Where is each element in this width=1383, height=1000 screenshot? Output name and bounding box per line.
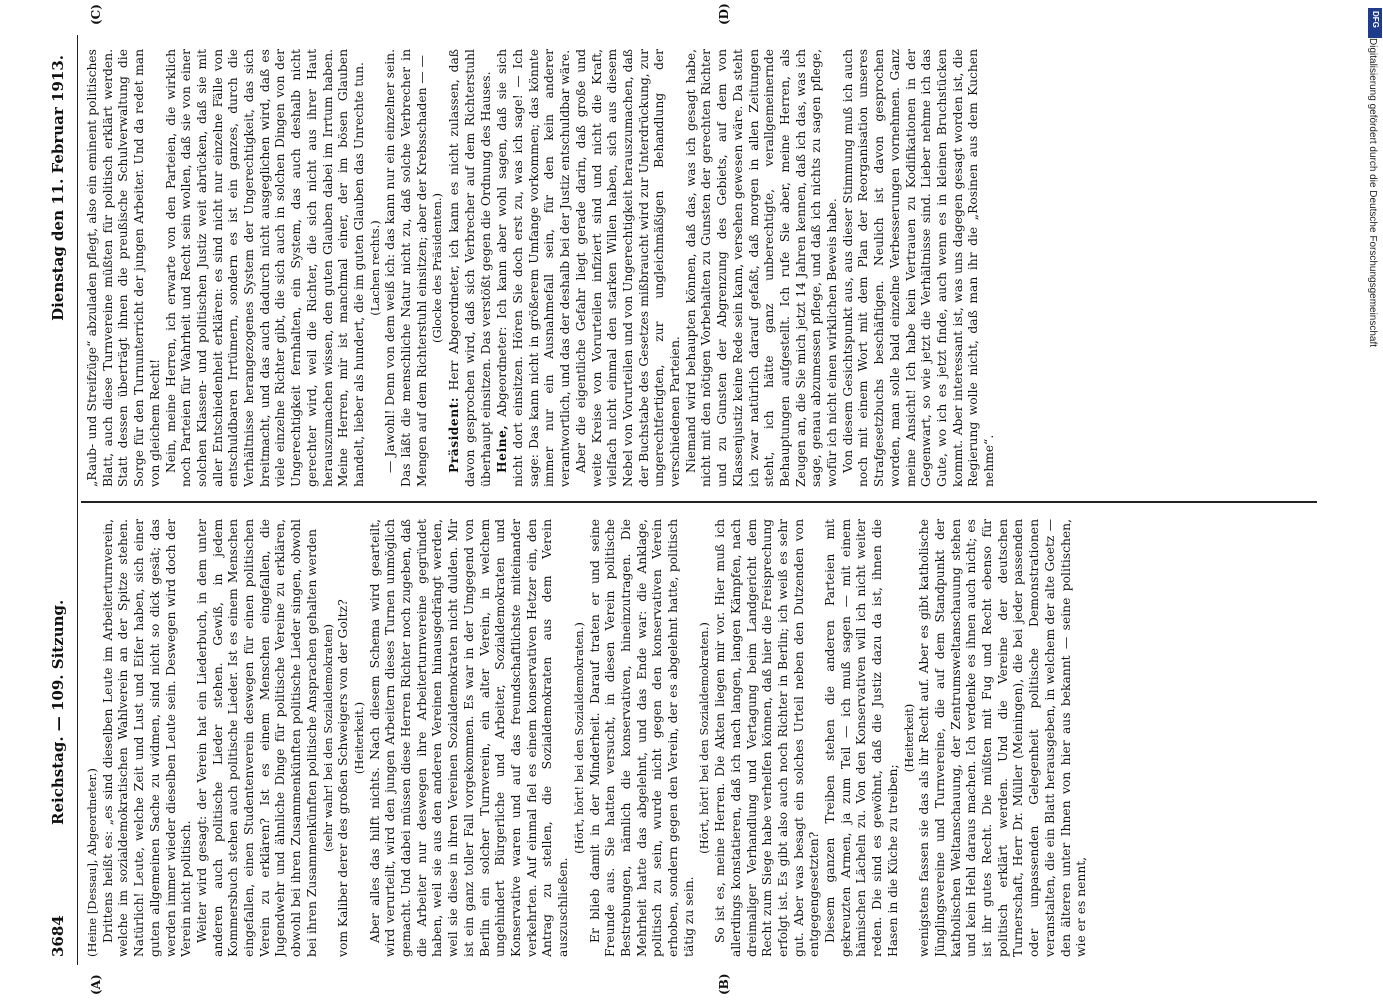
digitization-credit (1367, 38, 1383, 520)
paragraph: Niemand wird behaupten können, daß das, was ich gesagt habe, nicht mit den nötigen Vorbehalten zu Gunsten der gerechten Richter und zu Gunsten der Abgrenzung des Gebiets, auf dem von Klassenjustiz keine Rede sein kann, versehen gewesen wäre. Da steht ich zwar natürlich darauf gefaßt, daß morgen in allen Zeitungen steht, ich hätte ganz unberechtigte, verallgemeinernde Behauptungen aufgestellt. Ich rufe Sie aber, meine Herren, als Zeugen an, die Sie mich jetzt 14 Jahren kennen, daß ich das, was ich sage, genau abzumessen pflege, und daß ich nichts zu sagen pflege, wofür ich nicht einen wirklichen Beweis habe. (683, 49, 840, 487)
paragraph: Aber die eigentliche Gefahr liegt gerade darin, daß große und weite Kreise von Vorurteilen infiziert sind und nicht die Kraft, vielfach nicht einmal den starken Willen haben, sich aus diesem Nebel von Vorurteilen und von Ungerechtigkeit herauszumachen, daß der Buchstabe des Gesetzes mißbraucht wird zur Unterdrückung, zur ungerechtfertigten, zur ungleichmäßigen Behandlung der verschiedenen Parteien. (573, 49, 683, 487)
paragraph: So ist es, meine Herren. Die Akten liegen mir vor. Hier muß ich allerdings konstatieren, daß ich nach langen, langen Kämpfen, nach dreimaliger Verhandlung und Vertagung beim Landgericht dem Recht zum Siege habe verhelfen können, daß hier die Freisprechung erfolgt ist. Es gibt also auch noch Richter in Berlin; ich weiß es sehr gut. Aber was besagt ein solches Urteil neben den Dutzenden von entgegengesetzten? (713, 519, 822, 957)
header-right-title: Dienstag den 11. Februar 1913. (49, 55, 67, 321)
column-divider (81, 502, 1317, 504)
header-left-title: Reichstag. — 109. Sitzung. (49, 599, 67, 825)
paragraph: Weiter wird gesagt: der Verein hat ein Liederbuch, in dem unter anderen auch politische Lieder stehen. Gewiß, in jedem Kommersbuch stehen auch politische Lieder. Ist es einem Menschen eingefallen, einen Studentenverein deswegen für einen politischen Verein zu erklären? Ist es einem Menschen eingefallen, die Jugendwehr und ähnliche Dinge für politische Vereine zu erklären, obwohl bei ihren Zusammenkünften politische Lieder singen, obwohl bei ihren Zusammenkünften politische Ansprachen gehalten werden (194, 519, 319, 957)
interjection: (Hört, hört! bei den Sozialdemokraten.) (571, 622, 586, 854)
speech-text: Abgeordneter: Ich kann aber wohl sagen, daß sie sich nicht dort einsitzen. Hören Sie doch erst zu, was ich sage! — Ich sage: Das kann nicht in größerem Umfange vorkommen; das könnte immer nur ein Ausnahmefall sein, für den kein anderer verantwortlich, und das der deshalb bei der Justiz entschuldbar wäre. (495, 49, 573, 487)
interjection: (Heiterkeit.) (351, 701, 366, 775)
speaker-name: Heine, (494, 424, 510, 473)
paragraph: Von diesem Gesichtspunkt aus, aus dieser Stimmung muß ich auch noch mit einem Wort mit dem Plan der Reorganisation unseres Strafgesetzbuchs beschäftigen. Neulich ist davon gesprochen worden, man solle bald einzelne Verbesserungen vornehmen. Ganz meine Ansicht! Ich habe kein Vertrauen zu Kodifikationen in der Gegenwart, so wie jetzt die Verhältnisse sind. Lieber nehme ich das Gute, wo ich es jetzt finde, auch wenn es in kleinen Bruchstücken kommt. Aber interessant ist, was uns dagegen gesagt worden ist, die Regierung wolle nicht, daß man ihr die „Rosinen aus dem Kuchen nehme“. (840, 49, 997, 487)
speaker-paragraph (446, 49, 494, 487)
page-header (37, 35, 78, 965)
paragraph: Er blieb damit in der Minderheit. Darauf traten er und seine Freunde aus. Sie hatten versucht, in diesen Verein politische Bestrebungen, nämlich die konservativen, hineinzutragen. Die Mehrheit hatte das abgelehnt, und das Ende war: die Anklage, politisch zu sein, wurde nicht gegen den konservativen Verein erhoben, sondern gegen den Verein, der es abgelehnt hatte, politisch tätig zu sein. (587, 519, 696, 957)
paragraph: wenigstens fassen sie das als ihr Recht auf. Aber es gibt katholische Jünglingsvereine und Turnvereine, die auf dem Standpunkt der katholischen Weltanschauung, der Zentrumsweltanschauung stehen und kein Hehl daraus machen. Ich verdenke es ihnen auch nicht; es ist ihr gutes Recht. Die müßten mit Fug und Recht ebenso für politisch erklärt werden. Und die Vereine der deutschen Turnerschaft, Herr Dr. Müller (Meiningen), die bei jeder passenden oder unpassenden Gelegenheit politische Demonstrationen veranstalten, die ein Blatt herausgeben, in welchem der alte Goetz — den älteren unter Ihnen von hier aus bekannt — seine politischen, wie er es nennt, (917, 519, 1089, 957)
margin-marker-d: (D) (717, 3, 731, 25)
text-column-left (85, 519, 1315, 957)
interjection: (sehr wahr! bei den Sozialdemokraten) (320, 623, 335, 853)
paragraph: vom Kaliber derer des großen Schweigers von der Goltz? (336, 599, 351, 957)
paragraph: — Jawohl! Denn von dem weiß ich: das kann nur ein einzelner sein. Das läßt die menschliche Natur nicht zu, daß solche Verbrecher in Mengen auf dem Richterstuhl einsitzen; aber der Krebsschaden — — (383, 49, 429, 487)
speaker-paragraph (494, 49, 574, 487)
digitization-credit-text: Digitalisierung gefördert durch die Deutsche Forschungsgemeinschaft (1367, 38, 1378, 348)
dfg-logo (1368, 8, 1382, 38)
speech-text: Herr Abgeordneter, ich kann es nicht zulassen, daß davon gesprochen wird, daß sich Verbrecher auf dem Richterstuhl überhaupt einsitzen. Das verstößt gegen die Ordnung des Hauses. (447, 49, 493, 487)
paragraph: Aber alles das hilft nichts. Nach diesem Schema wird gearteilt, wird verurteilt, wird den jungen Arbeitern dieses Turnen unmöglich gemacht. Und dabei müssen diese Herren Richter noch zugeben, daß die Arbeiter nur deswegen ihre Arbeiterturnvereine gegründet haben, weil sie aus den anderen Vereinen hinausgedrängt werden, weil sie diese in ihren Vereinen Sozialdemokraten nicht dulden. Mir ist ein ganz toller Fall vorgekommen. Es war in der Umgegend von Berlin ein solcher Turnverein, ein alter Verein, in welchem ungehindert Bürgerliche und Arbeiter, Sozialdemokraten und Konservative waren und auf das freundschaftlichste miteinander verkehrten. Auf einmal fiel es einem konservativen Hetzer ein, den Antrag zu stellen, die Sozialdemokraten aus dem Verein auszuschließen. (367, 519, 571, 957)
paragraph: Drittens heißt es: „es sind dieselben Leute im Arbeiterturnverein, welche im sozialdemokratischen Wahlverein an der Spitze stehen. Natürlich! Leute, welche Zeit und Lust und Eifer haben, sich einer guten allgemeinen Sache zu widmen, sind nicht so dick gesät; das werden immer wieder dieselben Leute sein. Deswegen wird doch der Verein nicht politisch. (100, 519, 194, 957)
page-number: 3684 (49, 915, 67, 957)
interjection: (Heiterkeit) (901, 703, 916, 773)
margin-marker-a: (A) (89, 974, 103, 995)
speaker-continuation: (Heine [Dessau], Abgeordneter.) (85, 768, 99, 957)
interjection: (Glocke des Präsidenten.) (430, 192, 445, 344)
paragraph: Diesem ganzen Treiben stehen die anderen Parteien mit gekreuzten Armen, ja zum Teil — ich muß sagen — mit einem hämischen Lächeln zu. Von den Konservativen will ich nicht weiter reden. Die sind es gewöhnt, daß die Justiz dazu da ist, ihnen die Hasen in die Küche zu treiben; (823, 519, 900, 957)
margin-marker-b: (B) (717, 973, 731, 995)
speaker-name: Präsident: (446, 397, 462, 473)
paragraph: „Raub- und Streifzüge“ abzuladen pflegt, also ein eminent politisches Blatt, auch diese Turnvereine müßten für politisch erklärt werden. Statt dessen überträgt ihnen die preußische Schulverwaltung die Sorge für den Turnunterricht der jungen Arbeiter. Und da redet man von gleichem Recht! (85, 49, 162, 487)
paragraph: Nein, meine Herren, ich erwarte von den Parteien, die wirklich noch Parteien für Wahrheit und Recht sein wollen, daß sie von einer solchen Klassen- und politischen Justiz weit abrücken, daß sie mit aller Entschiedenheit erklären: es sind nicht nur einzelne Fälle von entschuldbaren Irrtümern, sondern es ist ein ganzes, durch die Verhältnisse herangezogenes System der Ungerechtigkeit, das sich breitmacht, und das auch dadurch nicht ausgeglichen wird, daß es viele einzelne Richter gibt, die sich auch in solchen Dingen von der Ungerechtigkeit fernhalten, ein System, das auch deshalb nicht gerechter wird, weil die Richter, die sich nicht aus ihrer Haut herauszumachen wissen, den guten Glauben dabei im Irrtum haben. Meine Herren, mir ist manchmal einer, der im bösen Glauben handelt, lieber als hundert, die im guten Glauben das Unrechte tun. (163, 49, 366, 487)
margin-marker-c: (C) (89, 4, 103, 25)
dfg-logo-text: DFG (1371, 11, 1380, 28)
rotated-page (37, 3, 1327, 995)
text-column-right (85, 49, 1315, 487)
interjection: (Hört, hört! bei den Sozialdemokraten.) (697, 622, 712, 854)
interjection: (Lachen rechts.) (367, 220, 382, 316)
